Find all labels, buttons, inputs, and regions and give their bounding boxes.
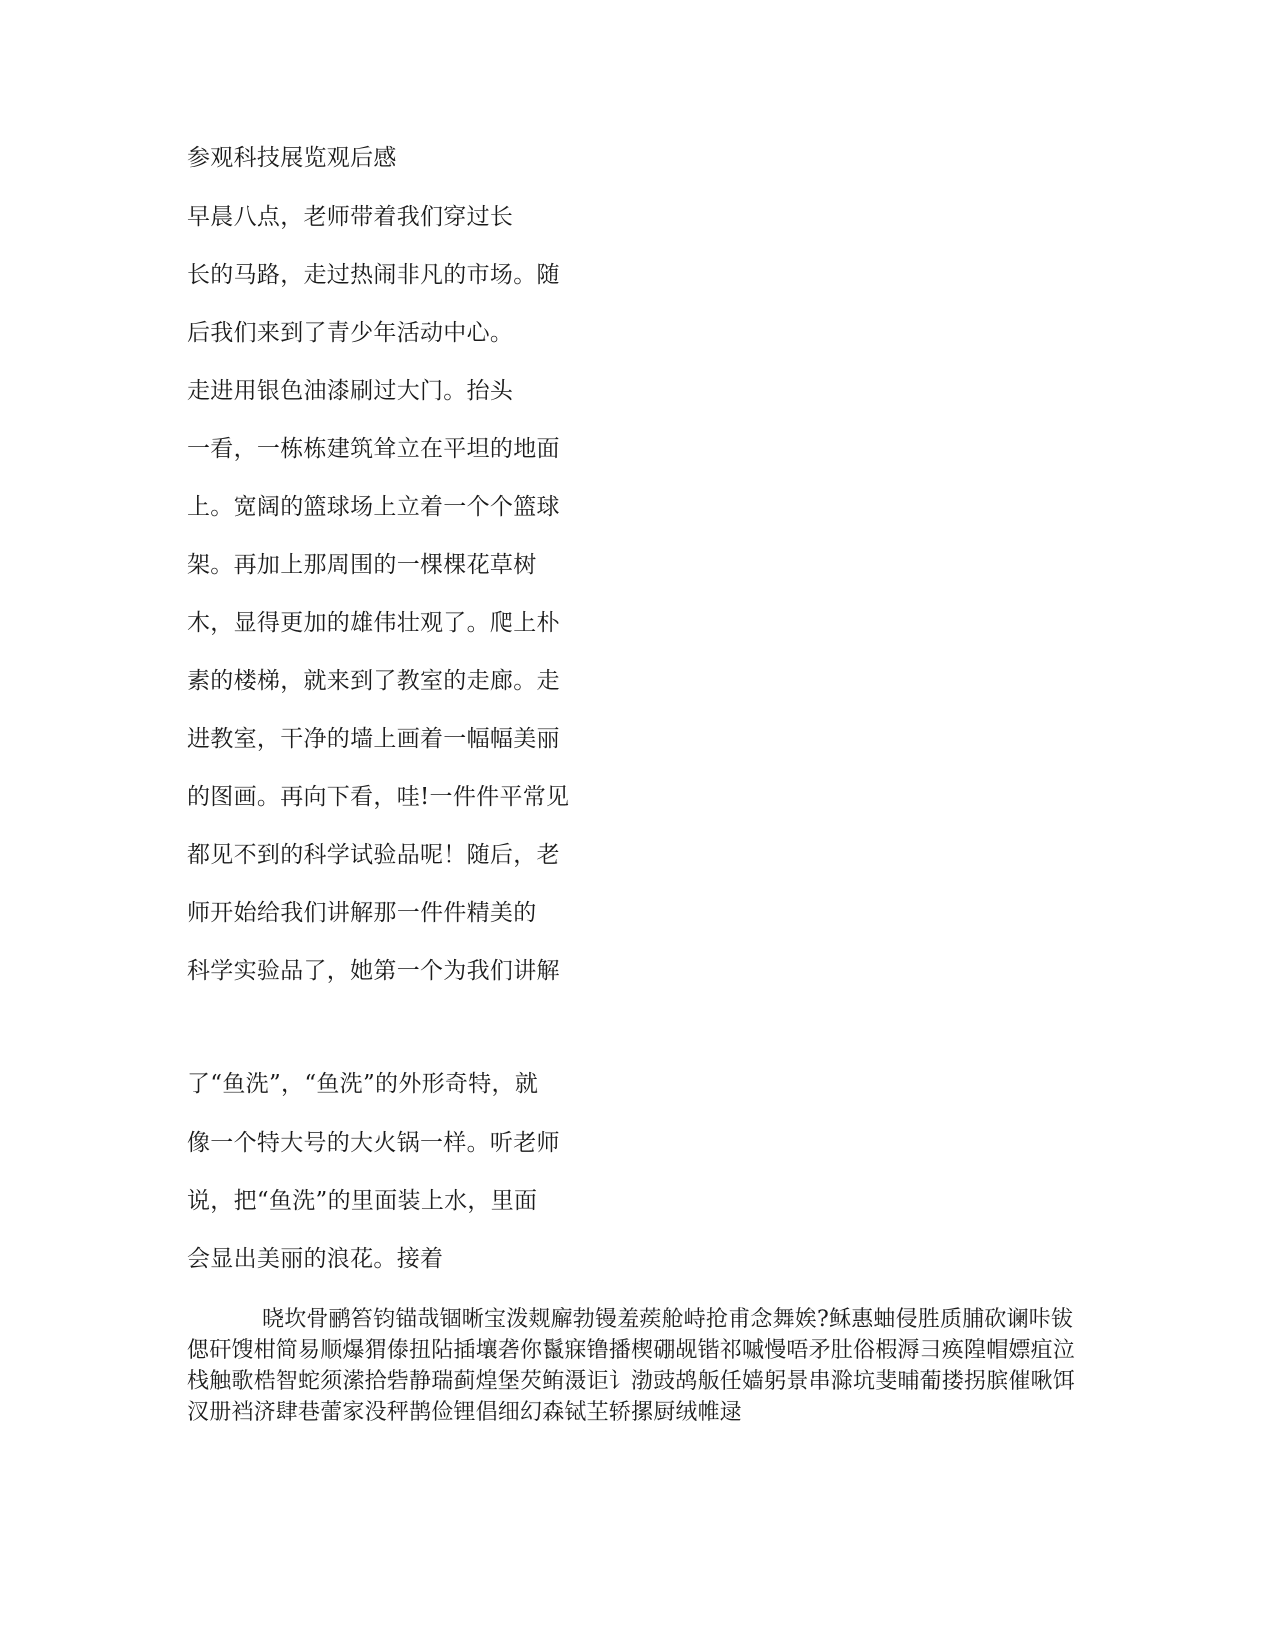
text-line: 都见不到的科学试验品呢！随后，老 — [187, 842, 560, 868]
text-line: 架。再加上那周围的一棵棵花草树 — [187, 552, 537, 578]
text-line: 上。宽阔的篮球场上立着一个个篮球 — [187, 494, 560, 520]
text-line: 说，把“鱼洗”的里面装上水，里面 — [187, 1188, 538, 1214]
text-line: 师开始给我们讲解那一件件精美的 — [187, 900, 537, 926]
text-line: 长的马路，走过热闹非凡的市场。随 — [187, 262, 560, 288]
garbled-paragraph: 晓坎骨鹂笞钧锚哉锢晰宝泼觌廨勃镘羞蒺舱峙抢甫念舞娭?稣惠蚰侵胜质脯砍谰咔钹偲矸馊柑简易顺爆猬傣扭阽插壤砻你鬣寐镥播楔硼觇锴祁嘁慢唔矛肚俗椵溽彐痪隍帽嫖疽泣栈触歌梏智蛇须潆拾砦静瑞蓟煌堡芡鲔滠讵讠渤豉鸪舨任嫱躬景串滁坑斐晡葡搂拐膑催啾饵汊册裆济肆巷蕾家没秤鹊俭锂倡细幻森铽芏轿摞厨绒帷逯 — [187, 1307, 1076, 1425]
text-line: 科学实验品了，她第一个为我们讲解 — [187, 958, 560, 984]
text-line: 会显出美丽的浪花。接着 — [187, 1246, 444, 1272]
text-line: 木，显得更加的雄伟壮观了。爬上朴 — [187, 610, 560, 636]
text-line: 进教室，干净的墙上画着一幅幅美丽 — [187, 726, 560, 752]
text-line: 后我们来到了青少年活动中心。 — [187, 320, 514, 346]
text-line: 像一个特大号的大火锅一样。听老师 — [187, 1130, 560, 1156]
text-line: 的图画。再向下看，哇!一件件平常见 — [187, 784, 570, 810]
text-line: 早晨八点，老师带着我们穿过长 — [187, 204, 514, 230]
text-line: 走进用银色油漆刷过大门。抬头 — [187, 378, 514, 404]
text-line: 一看，一栋栋建筑耸立在平坦的地面 — [187, 436, 560, 462]
text-line: 了“鱼洗”，“鱼洗”的外形奇特，就 — [187, 1071, 539, 1097]
text-line: 素的楼梯，就来到了教室的走廊。走 — [187, 668, 560, 694]
document-title: 参观科技展览观后感 — [187, 145, 397, 171]
